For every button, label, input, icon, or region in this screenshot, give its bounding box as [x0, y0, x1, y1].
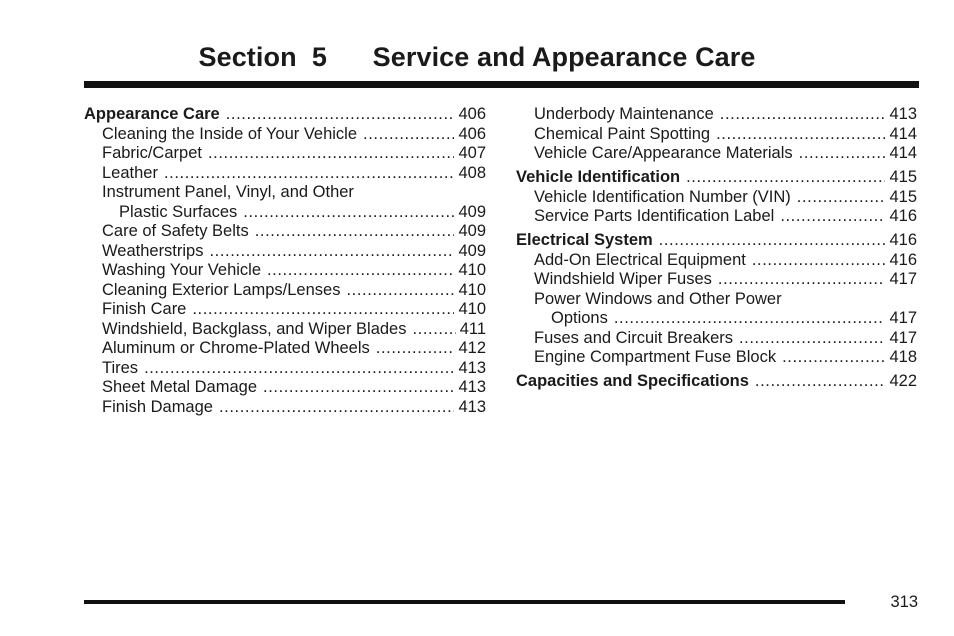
toc-entry-page: 417	[889, 328, 917, 347]
toc-entry	[516, 125, 917, 145]
toc-leader-dots	[243, 203, 454, 223]
toc-entry	[516, 188, 917, 208]
toc-entry-page: 406	[458, 105, 486, 123]
toc-entry-label: Underbody Maintenance	[534, 105, 714, 123]
toc-entry-label: Service Parts Identification Label	[534, 207, 775, 225]
toc-entry-page: 422	[889, 372, 917, 390]
toc-entry-page: 413	[458, 397, 486, 416]
toc-heading	[516, 168, 917, 188]
toc-entry-page: 406	[458, 124, 486, 143]
toc-entry-page: 416	[889, 250, 917, 269]
toc-entry-page: 414	[889, 144, 917, 162]
toc-leader-dots	[752, 251, 886, 271]
toc-entry-label: Finish Damage	[102, 397, 213, 416]
toc-entry-label: Options	[551, 309, 608, 327]
toc-leader-dots	[192, 300, 454, 320]
toc-leader-dots	[739, 329, 885, 349]
top-rule	[84, 81, 919, 88]
toc-entry	[516, 329, 917, 349]
toc-entry-label: Sheet Metal Damage	[102, 378, 258, 396]
toc-entry	[84, 281, 486, 301]
toc-entry-page: 409	[458, 202, 486, 221]
toc-entry-page: 416	[889, 207, 917, 225]
toc-entry-page: 407	[458, 144, 486, 162]
toc-entry-label: Capacities and Specifications	[516, 372, 749, 390]
toc-entry-label: Weatherstrips	[102, 241, 204, 260]
toc-entry-page: 418	[889, 348, 917, 366]
toc-leader-dots	[144, 359, 454, 379]
toc-right-column	[516, 105, 917, 392]
toc-entry-page: 409	[458, 222, 486, 240]
section-title: Section 5 Service and Appearance Care	[198, 42, 756, 72]
toc-entry-label: Vehicle Care/Appearance Materials	[534, 144, 793, 162]
toc-entry	[84, 300, 486, 320]
toc-entry-label: Cleaning Exterior Lamps/Lenses	[102, 280, 341, 299]
toc-entry-page: 413	[889, 105, 917, 123]
toc-entry-label: Chemical Paint Spotting	[534, 124, 711, 143]
toc-leader-dots	[614, 309, 886, 329]
toc-leader-dots	[716, 125, 885, 145]
toc-leader-dots	[255, 222, 455, 242]
toc-left-column	[84, 105, 486, 417]
toc-entry	[84, 378, 486, 398]
toc-entry	[84, 398, 486, 418]
toc-entry-label: Finish Care	[102, 300, 187, 318]
toc-leader-dots	[209, 242, 454, 262]
toc-entry-page: 414	[889, 124, 917, 143]
toc-entry-label: Windshield, Backglass, and Wiper Blades	[102, 319, 407, 338]
toc-entry-label: Vehicle Identification Number (VIN)	[534, 187, 791, 206]
toc-heading	[516, 372, 917, 392]
toc-entry	[84, 144, 486, 164]
toc-entry-label: Instrument Panel, Vinyl, and Other	[102, 183, 354, 201]
toc-leader-dots	[376, 339, 455, 359]
toc-entry-page: 409	[458, 241, 486, 260]
toc-entry-page: 413	[458, 378, 486, 396]
toc-entry-label: Tires	[102, 358, 139, 377]
toc-entry	[84, 242, 486, 262]
bottom-rule	[84, 600, 845, 604]
toc-entry	[516, 348, 917, 368]
toc-leader-dots	[263, 378, 454, 398]
toc-entry-page: 411	[459, 319, 486, 338]
toc-leader-dots	[782, 348, 885, 368]
toc-entry-page: 413	[458, 358, 486, 377]
toc-leader-dots	[412, 320, 455, 340]
toc-leader-dots	[164, 164, 455, 184]
toc-leader-dots	[219, 398, 455, 418]
toc-entry	[84, 203, 486, 223]
toc-leader-dots	[363, 125, 454, 145]
toc-entry	[516, 270, 917, 290]
toc-entry-page: 417	[889, 270, 917, 288]
toc-leader-dots	[267, 261, 454, 281]
page-number: 313	[890, 593, 918, 611]
toc-entry-label: Care of Safety Belts	[102, 222, 249, 240]
toc-entry-page: 410	[458, 261, 486, 279]
toc-leader-dots	[659, 231, 886, 251]
toc-entry-label: Add-On Electrical Equipment	[534, 250, 746, 269]
toc-leader-dots	[686, 168, 885, 188]
toc-entry	[84, 183, 486, 203]
toc-entry	[84, 359, 486, 379]
toc-entry	[84, 261, 486, 281]
toc-entry-label: Electrical System	[516, 231, 653, 249]
toc-entry-label: Fabric/Carpet	[102, 144, 202, 162]
toc-entry-label: Leather	[102, 163, 158, 182]
toc-entry-label: Windshield Wiper Fuses	[534, 270, 712, 288]
toc-entry	[516, 144, 917, 164]
toc-entry-label: Engine Compartment Fuse Block	[534, 348, 777, 366]
toc-entry-page: 416	[889, 231, 917, 249]
toc-entry-label: Vehicle Identification	[516, 168, 681, 186]
toc-entry	[84, 222, 486, 242]
toc-entry-page: 408	[458, 163, 486, 182]
toc-entry-label: Appearance Care	[84, 105, 220, 123]
toc-entry-label: Aluminum or Chrome-Plated Wheels	[102, 339, 370, 357]
toc-entry-page: 412	[458, 339, 486, 357]
toc-entry-label: Fuses and Circuit Breakers	[534, 328, 733, 347]
toc-heading	[84, 105, 486, 125]
toc-entry	[516, 251, 917, 271]
toc-leader-dots	[346, 281, 454, 301]
toc-leader-dots	[797, 188, 886, 208]
toc-leader-dots	[208, 144, 455, 164]
toc-entry-label: Washing Your Vehicle	[102, 261, 261, 279]
toc-entry	[516, 105, 917, 125]
toc-entry-label: Cleaning the Inside of Your Vehicle	[102, 124, 358, 143]
toc-entry-label: Plastic Surfaces	[119, 202, 238, 221]
toc-entry-page: 415	[889, 187, 917, 206]
toc-leader-dots	[720, 105, 886, 125]
toc-leader-dots	[799, 144, 886, 164]
toc-entry-label: Power Windows and Other Power	[534, 289, 782, 308]
toc-heading	[516, 231, 917, 251]
toc-leader-dots	[718, 270, 886, 290]
toc-leader-dots	[226, 105, 455, 125]
toc-leader-dots	[780, 207, 885, 227]
toc-entry	[84, 164, 486, 184]
toc-entry-page: 410	[458, 300, 486, 318]
toc-entry-page: 410	[458, 280, 486, 299]
toc-entry	[84, 320, 486, 340]
toc-entry	[516, 309, 917, 329]
toc-entry	[84, 339, 486, 359]
toc-entry	[516, 290, 917, 310]
toc-entry	[516, 207, 917, 227]
toc-entry-page: 417	[889, 309, 917, 327]
toc-leader-dots	[755, 372, 886, 392]
toc-entry-page: 415	[889, 168, 917, 186]
toc-entry	[84, 125, 486, 145]
